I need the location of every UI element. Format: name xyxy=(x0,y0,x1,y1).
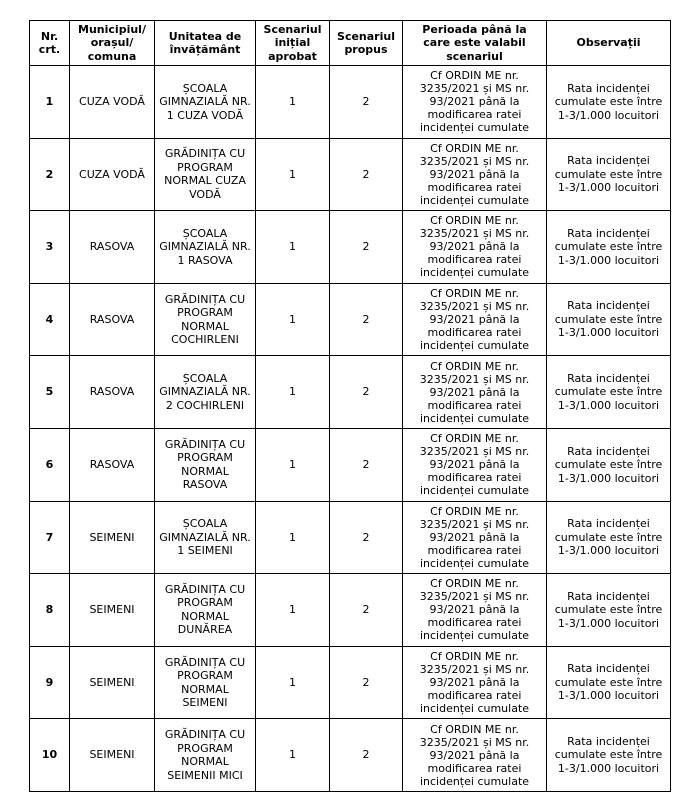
row-observatii: Rata incidenței cumulate este între 1-3/1.000 locuitori xyxy=(547,356,671,429)
row-unitate: ȘCOALA GIMNAZIALĂ NR. 1 RASOVA xyxy=(155,211,256,284)
header-unitate: Unitatea de învățământ xyxy=(155,21,256,66)
row-scenariu-initial: 1 xyxy=(256,428,330,501)
row-scenariu-propus: 2 xyxy=(330,719,403,792)
header-row xyxy=(30,21,671,66)
row-observatii: Rata incidenței cumulate este între 1-3/1.000 locuitori xyxy=(547,646,671,719)
row-number: 7 xyxy=(30,501,70,574)
row-perioada: Cf ORDIN ME nr. 3235/2021 și MS nr. 93/2021 până la modificarea ratei incidenței cumulate xyxy=(403,356,547,429)
row-scenariu-propus: 2 xyxy=(330,646,403,719)
row-scenariu-propus: 2 xyxy=(330,356,403,429)
row-observatii: Rata incidenței cumulate este între 1-3/1.000 locuitori xyxy=(547,501,671,574)
row-unitate: GRĂDINIȚA CU PROGRAM NORMAL RASOVA xyxy=(155,428,256,501)
row-localitate: CUZA VODĂ xyxy=(70,66,155,139)
table-row xyxy=(30,574,671,647)
row-observatii: Rata incidenței cumulate este între 1-3/1.000 locuitori xyxy=(547,719,671,792)
scenario-table xyxy=(29,20,671,792)
row-scenariu-initial: 1 xyxy=(256,719,330,792)
row-perioada: Cf ORDIN ME nr. 3235/2021 și MS nr. 93/2021 până la modificarea ratei incidenței cumulate xyxy=(403,574,547,647)
header-perioada: Perioada până la care este valabil scenariul xyxy=(403,21,547,66)
table-row xyxy=(30,283,671,356)
row-perioada: Cf ORDIN ME nr. 3235/2021 și MS nr. 93/2021 până la modificarea ratei incidenței cumulate xyxy=(403,211,547,284)
header-observatii: Observații xyxy=(547,21,671,66)
row-perioada: Cf ORDIN ME nr. 3235/2021 și MS nr. 93/2021 până la modificarea ratei incidenței cumulate xyxy=(403,66,547,139)
row-scenariu-propus: 2 xyxy=(330,428,403,501)
row-localitate: RASOVA xyxy=(70,211,155,284)
row-number: 5 xyxy=(30,356,70,429)
header-localitate: Municipiul/ orașul/ comuna xyxy=(70,21,155,66)
row-unitate: GRĂDINIȚA CU PROGRAM NORMAL DUNĂREA xyxy=(155,574,256,647)
row-scenariu-initial: 1 xyxy=(256,211,330,284)
row-observatii: Rata incidenței cumulate este între 1-3/1.000 locuitori xyxy=(547,211,671,284)
row-observatii: Rata incidenței cumulate este între 1-3/1.000 locuitori xyxy=(547,138,671,211)
row-localitate: CUZA VODĂ xyxy=(70,138,155,211)
row-scenariu-initial: 1 xyxy=(256,283,330,356)
table-row xyxy=(30,428,671,501)
row-localitate: RASOVA xyxy=(70,283,155,356)
row-localitate: RASOVA xyxy=(70,428,155,501)
row-unitate: GRĂDINIȚA CU PROGRAM NORMAL COCHIRLENI xyxy=(155,283,256,356)
table-row xyxy=(30,138,671,211)
row-localitate: SEIMENI xyxy=(70,574,155,647)
row-localitate: SEIMENI xyxy=(70,646,155,719)
row-number: 9 xyxy=(30,646,70,719)
row-scenariu-initial: 1 xyxy=(256,574,330,647)
table-row xyxy=(30,356,671,429)
row-perioada: Cf ORDIN ME nr. 3235/2021 și MS nr. 93/2021 până la modificarea ratei incidenței cumulate xyxy=(403,501,547,574)
row-observatii: Rata incidenței cumulate este între 1-3/1.000 locuitori xyxy=(547,283,671,356)
table-row xyxy=(30,66,671,139)
row-perioada: Cf ORDIN ME nr. 3235/2021 și MS nr. 93/2021 până la modificarea ratei incidenței cumulate xyxy=(403,646,547,719)
row-unitate: GRĂDINIȚA CU PROGRAM NORMAL SEIMENI xyxy=(155,646,256,719)
row-scenariu-initial: 1 xyxy=(256,501,330,574)
row-number: 8 xyxy=(30,574,70,647)
row-observatii: Rata incidenței cumulate este între 1-3/1.000 locuitori xyxy=(547,428,671,501)
row-number: 1 xyxy=(30,66,70,139)
row-scenariu-initial: 1 xyxy=(256,356,330,429)
row-scenariu-propus: 2 xyxy=(330,283,403,356)
table-row xyxy=(30,501,671,574)
row-number: 4 xyxy=(30,283,70,356)
row-perioada: Cf ORDIN ME nr. 3235/2021 și MS nr. 93/2021 până la modificarea ratei incidenței cumulate xyxy=(403,283,547,356)
row-unitate: ȘCOALA GIMNAZIALĂ NR. 1 SEIMENI xyxy=(155,501,256,574)
row-unitate: ȘCOALA GIMNAZIALĂ NR. 2 COCHIRLENI xyxy=(155,356,256,429)
row-unitate: GRĂDINIȚA CU PROGRAM NORMAL CUZA VODĂ xyxy=(155,138,256,211)
row-observatii: Rata incidenței cumulate este între 1-3/1.000 locuitori xyxy=(547,574,671,647)
row-number: 3 xyxy=(30,211,70,284)
row-perioada: Cf ORDIN ME nr. 3235/2021 și MS nr. 93/2021 până la modificarea ratei incidenței cumulate xyxy=(403,428,547,501)
header-scenariu-initial: Scenariul inițial aprobat xyxy=(256,21,330,66)
row-unitate: ȘCOALA GIMNAZIALĂ NR. 1 CUZA VODĂ xyxy=(155,66,256,139)
row-scenariu-initial: 1 xyxy=(256,138,330,211)
row-perioada: Cf ORDIN ME nr. 3235/2021 și MS nr. 93/2021 până la modificarea ratei incidenței cumulate xyxy=(403,138,547,211)
row-scenariu-initial: 1 xyxy=(256,646,330,719)
row-number: 2 xyxy=(30,138,70,211)
row-localitate: RASOVA xyxy=(70,356,155,429)
row-observatii: Rata incidenței cumulate este între 1-3/1.000 locuitori xyxy=(547,66,671,139)
table-row xyxy=(30,646,671,719)
row-perioada: Cf ORDIN ME nr. 3235/2021 și MS nr. 93/2021 până la modificarea ratei incidenței cumulate xyxy=(403,719,547,792)
row-localitate: SEIMENI xyxy=(70,501,155,574)
header-scenariu-propus: Scenariul propus xyxy=(330,21,403,66)
header-nr: Nr. crt. xyxy=(30,21,70,66)
row-unitate: GRĂDINIȚA CU PROGRAM NORMAL SEIMENII MICI xyxy=(155,719,256,792)
row-number: 10 xyxy=(30,719,70,792)
row-scenariu-propus: 2 xyxy=(330,574,403,647)
table-row xyxy=(30,211,671,284)
row-scenariu-propus: 2 xyxy=(330,211,403,284)
row-scenariu-initial: 1 xyxy=(256,66,330,139)
row-scenariu-propus: 2 xyxy=(330,138,403,211)
row-scenariu-propus: 2 xyxy=(330,501,403,574)
row-number: 6 xyxy=(30,428,70,501)
row-localitate: SEIMENI xyxy=(70,719,155,792)
table-row xyxy=(30,719,671,792)
row-scenariu-propus: 2 xyxy=(330,66,403,139)
